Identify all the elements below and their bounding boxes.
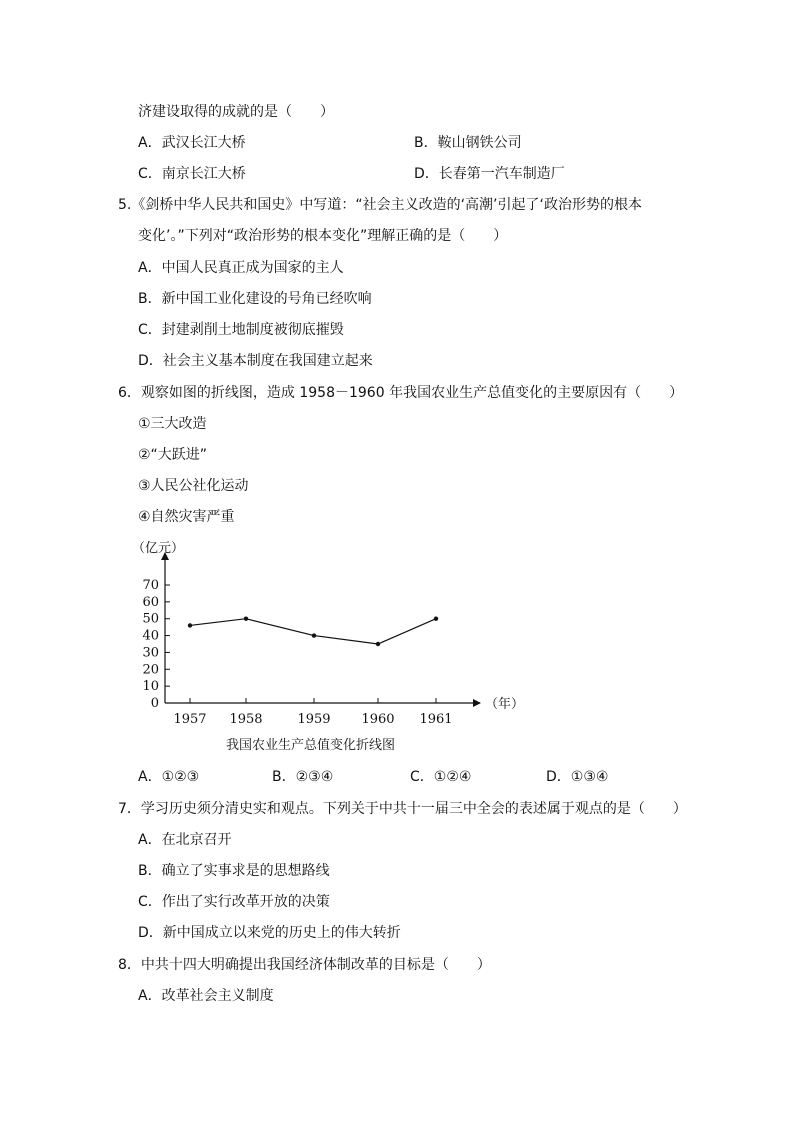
- question-7-option-a[interactable]: A．在北京召开: [138, 832, 232, 848]
- question-4-option-d[interactable]: D．长春第一汽车制造厂: [414, 166, 565, 182]
- line-chart-svg: [130, 535, 530, 735]
- x-ticks: [173, 698, 452, 727]
- chart-title: 我国农业生产总值变化折线图: [226, 738, 396, 753]
- question-6-option-d[interactable]: D．①③④: [546, 769, 609, 785]
- question-7-stem: 7．学习历史须分清史实和观点。下列关于中共十一届三中全会的表述属于观点的是（ ）: [118, 801, 687, 817]
- y-tick-label: 30: [142, 645, 159, 661]
- question-5-option-d[interactable]: D．社会主义基本制度在我国建立起来: [138, 353, 373, 369]
- question-6-stem: 6．观察如图的折线图，造成 1958－1960 年我国农业生产总值变化的主要原因有（ ）: [118, 385, 684, 401]
- question-8-stem: 8．中共十四大明确提出我国经济体制改革的目标是（ ）: [118, 957, 491, 973]
- question-6-item-3: ③人民公社化运动: [138, 478, 249, 494]
- y-tick-label: 70: [142, 578, 159, 593]
- x-tick-label: 1960: [361, 712, 395, 727]
- data-point: [244, 617, 248, 621]
- question-5-option-c[interactable]: C．封建剥削土地制度被彻底摧毁: [138, 322, 344, 338]
- data-point: [434, 617, 438, 621]
- question-7-option-b[interactable]: B．确立了实事求是的思想路线: [138, 863, 330, 879]
- question-6-item-2: ②“大跃进”: [138, 447, 208, 463]
- x-tick-label: 1957: [173, 712, 207, 727]
- question-8-option-a[interactable]: A．改革社会主义制度: [138, 988, 274, 1004]
- data-point: [188, 623, 192, 627]
- question-6-option-a[interactable]: A．①②③: [138, 769, 200, 785]
- y-tick-label: 0: [150, 696, 159, 711]
- series-line: [190, 619, 436, 644]
- data-point: [376, 642, 380, 646]
- x-tick-label: 1959: [297, 712, 331, 727]
- y-tick-label: 10: [142, 679, 159, 695]
- question-7-option-c[interactable]: C．作出了实行改革开放的决策: [138, 894, 330, 910]
- question-6-item-1: ①三大改造: [138, 416, 207, 432]
- question-6-item-4: ④自然灾害严重: [138, 509, 235, 525]
- x-tick-label: 1958: [229, 712, 263, 727]
- question-7-option-d[interactable]: D．新中国成立以来党的历史上的伟大转折: [138, 925, 401, 941]
- question-6-option-c[interactable]: C．①②④: [410, 769, 472, 785]
- question-4-stem: 济建设取得的成就的是（ ）: [138, 104, 334, 120]
- y-tick-label: 50: [142, 611, 159, 627]
- y-tick-label: 40: [142, 628, 159, 644]
- x-axis-label: （年）: [485, 697, 525, 712]
- question-4-option-a[interactable]: A．武汉长江大桥: [138, 135, 246, 151]
- line-chart: [130, 535, 530, 760]
- data-point: [312, 633, 316, 637]
- question-4-option-b[interactable]: B．鞍山钢铁公司: [414, 135, 522, 151]
- question-6-option-b[interactable]: B．②③④: [272, 769, 334, 785]
- question-5-option-b[interactable]: B．新中国工业化建设的号角已经吹响: [138, 291, 372, 307]
- y-ticks: [142, 578, 170, 711]
- y-tick-label: 60: [142, 594, 159, 610]
- question-4-option-c[interactable]: C．南京长江大桥: [138, 166, 246, 182]
- question-5-stem-line-1: 5.《剑桥中华人民共和国史》中写道：“社会主义改造的‘高潮’引起了‘政治形势的根本: [118, 197, 642, 213]
- question-5-option-a[interactable]: A．中国人民真正成为国家的主人: [138, 260, 344, 276]
- x-tick-label: 1961: [419, 712, 453, 727]
- y-tick-label: 20: [142, 662, 159, 678]
- y-axis-label: （亿元）: [132, 541, 185, 556]
- question-5-stem-line-2: 变化’。”下列对“政治形势的根本变化”理解正确的是（ ）: [138, 228, 508, 244]
